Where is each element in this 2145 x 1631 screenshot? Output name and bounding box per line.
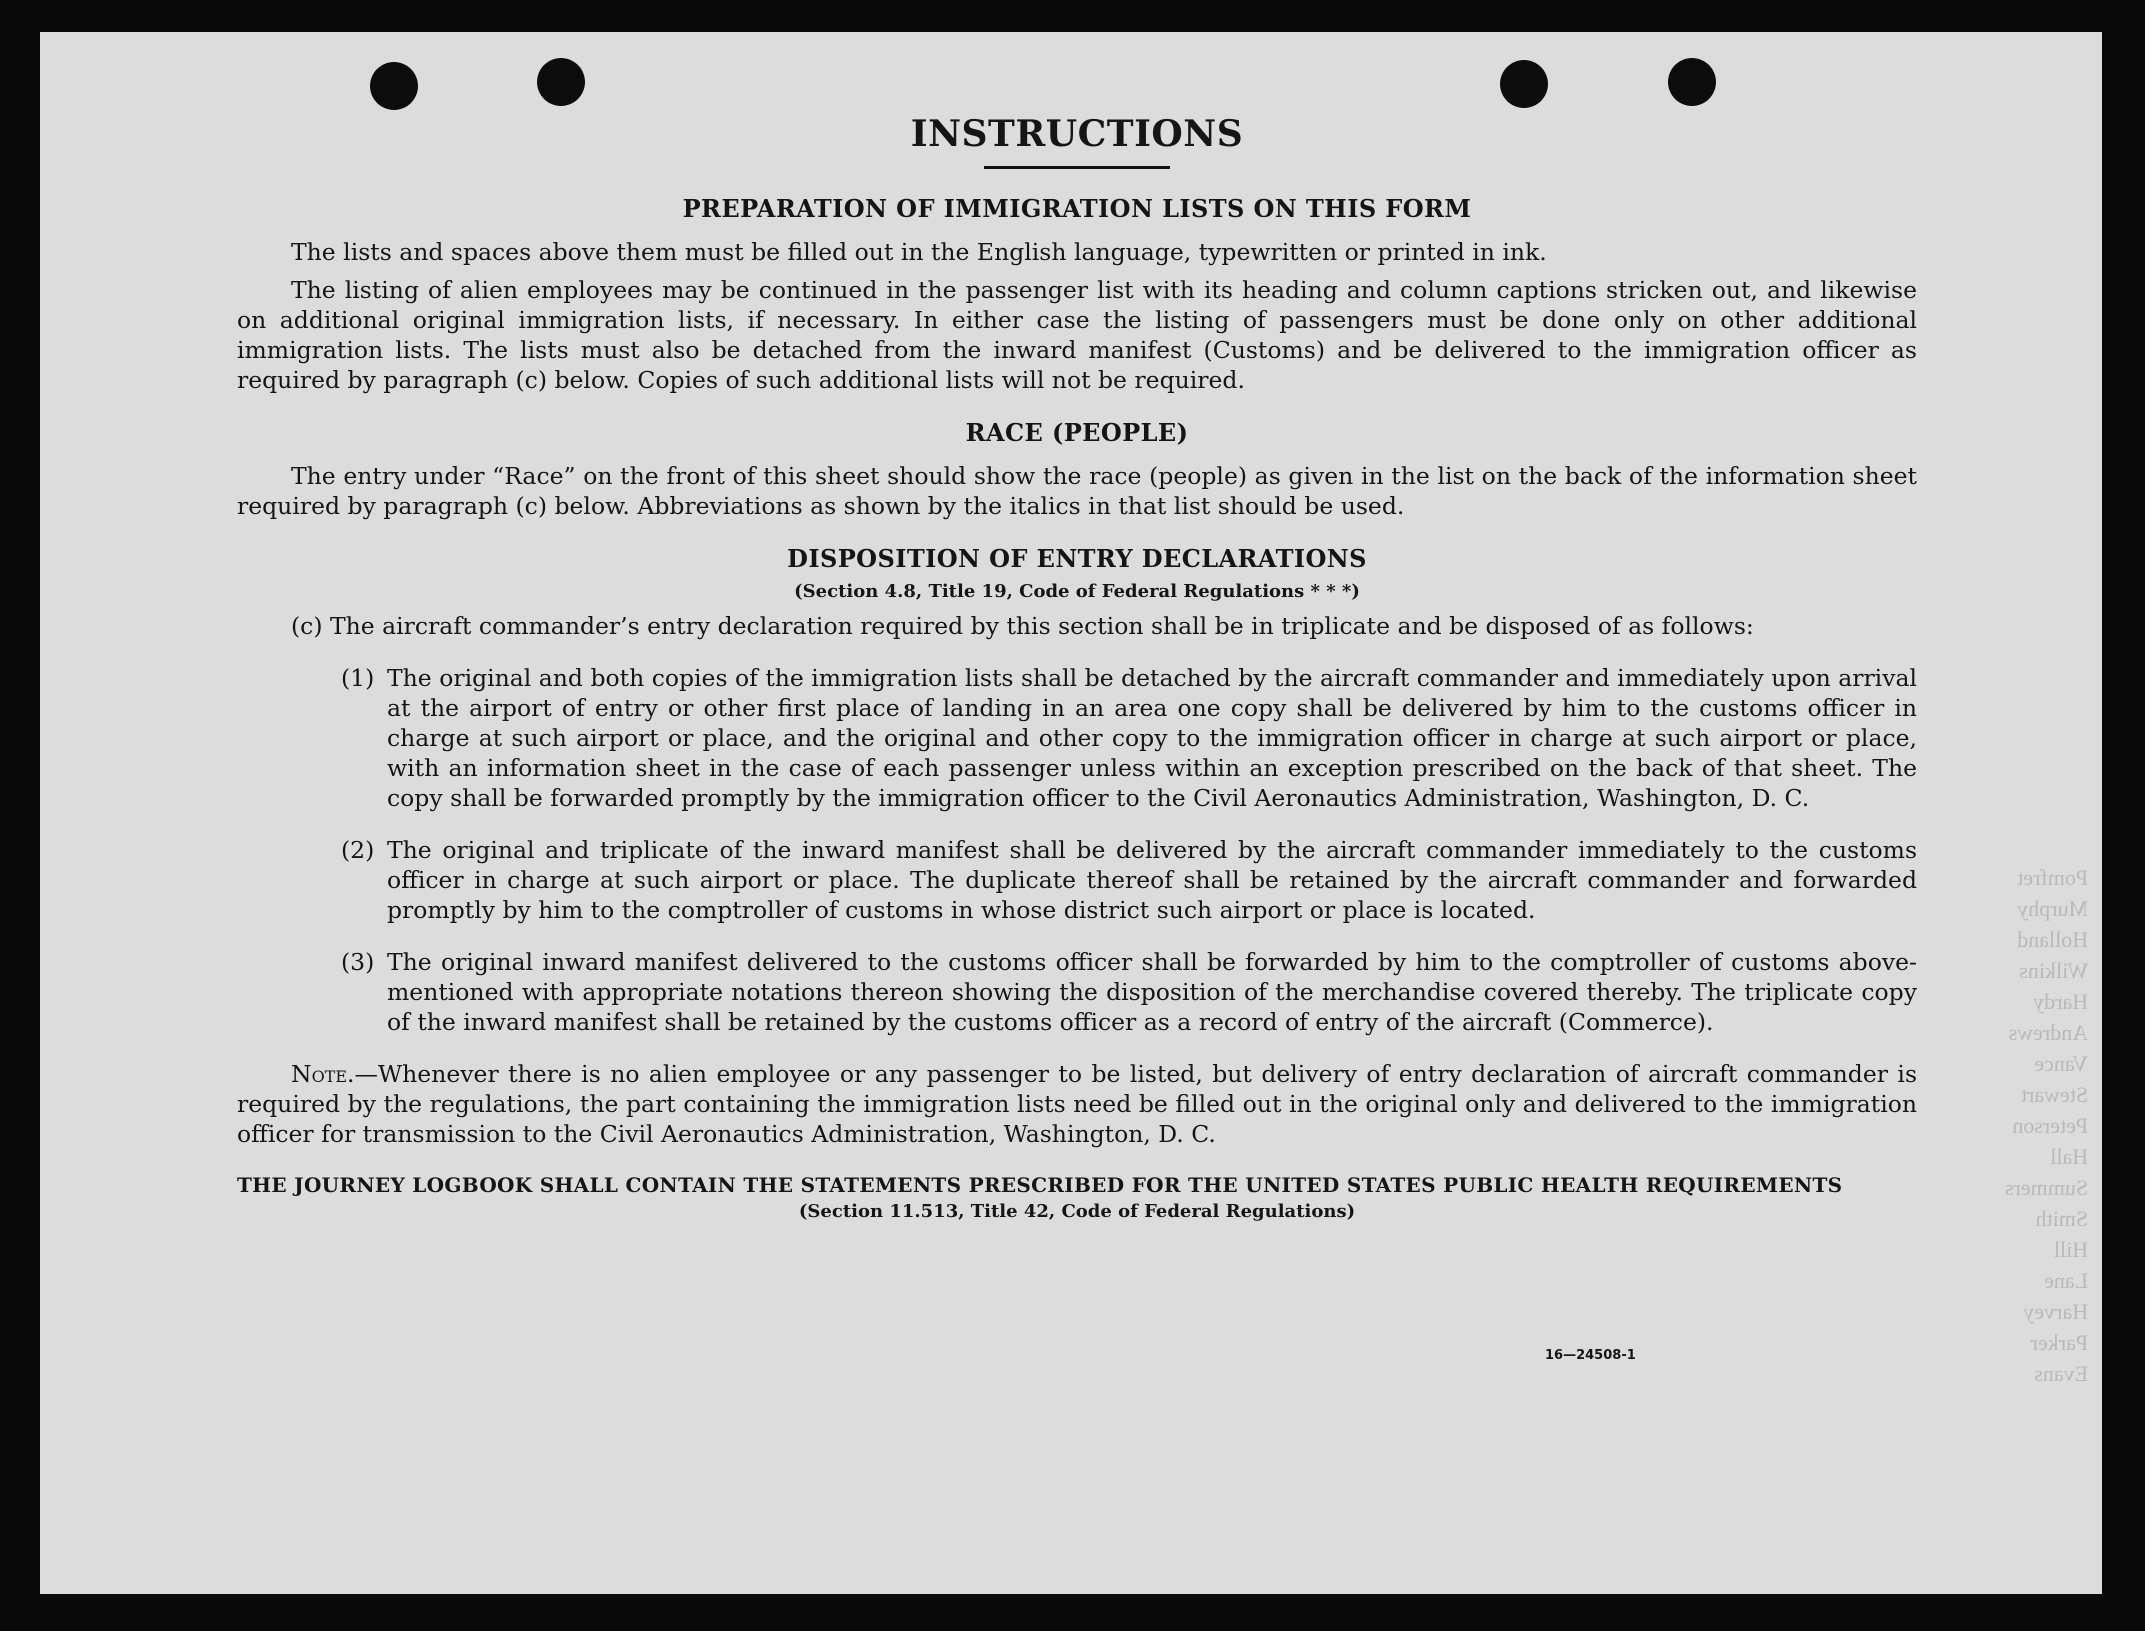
document-sheet xyxy=(40,32,2102,1594)
race-paragraph: The entry under “Race” on the front of this sheet should show the race (people) as given in the list on the back of the information sheet required by paragraph (c) below. Abbreviations as shown by the italics in that list should be used. xyxy=(237,462,1917,520)
item-number: (2) xyxy=(341,836,375,864)
note-text: —Whenever there is no alien employee or any passenger to be listed, but delivery of entry declaration of aircraft commander is required by the regulations, the part containing the immigration lists need be filled out in the original only and delivered to the immigration officer for transmission to the Civil Aeronautics Administration, Washington, D. C. xyxy=(237,1060,1917,1148)
disposition-intro: (c) The aircraft commander’s entry declaration required by this section shall be in triplicate and be disposed of as follows: xyxy=(291,612,1754,640)
page-title: INSTRUCTIONS xyxy=(910,113,1244,155)
title-underline xyxy=(984,166,1170,169)
note-label: Note. xyxy=(291,1060,355,1088)
item-number: (3) xyxy=(341,948,375,976)
form-number: 16—24508-1 xyxy=(1545,1348,1636,1363)
disposition-item-1 xyxy=(341,663,1917,813)
disposition-citation: (Section 4.8, Title 19, Code of Federal Regulations * * *) xyxy=(794,581,1360,602)
item-number: (1) xyxy=(341,664,375,692)
preparation-paragraph-1: The lists and spaces above them must be filled out in the English language, typewritten or printed in ink. xyxy=(291,238,1547,266)
item-text: The original inward manifest delivered to the customs officer shall be forwarded by him to the comptroller of customs above-mentioned with appropriate notations thereon showing the disposition of the merchandise covered thereby. The triplicate copy of the inward manifest shall be retained by the customs officer as a record of entry of the aircraft (Commerce). xyxy=(387,948,1917,1036)
punch-hole-right-1 xyxy=(1500,60,1548,108)
logbook-statement: THE JOURNEY LOGBOOK SHALL CONTAIN THE STATEMENTS PRESCRIBED FOR THE UNITED STATES PUBLIC HEALTH REQUIREMENTS xyxy=(237,1173,1843,1197)
disposition-item-2 xyxy=(341,835,1917,925)
note-paragraph xyxy=(237,1059,1917,1149)
disposition-heading: DISPOSITION OF ENTRY DECLARATIONS xyxy=(787,544,1367,573)
instructions-body xyxy=(237,112,1917,1231)
race-heading: RACE (PEOPLE) xyxy=(965,418,1189,447)
logbook-citation: (Section 11.513, Title 42, Code of Federal Regulations) xyxy=(798,1201,1356,1222)
disposition-item-3 xyxy=(341,947,1917,1037)
item-text: The original and triplicate of the inward manifest shall be delivered by the aircraft commander immediately to the customs officer in charge at such airport or place. The duplicate thereof shall be retained by the aircraft commander and forwarded promptly by him to the comptroller of customs in whose district such airport or place is located. xyxy=(387,836,1917,924)
preparation-heading: PREPARATION OF IMMIGRATION LISTS ON THIS FORM xyxy=(682,194,1472,223)
punch-hole-left-2 xyxy=(537,58,585,106)
punch-hole-right-2 xyxy=(1668,58,1716,106)
punch-hole-left-1 xyxy=(370,62,418,110)
preparation-paragraph-2: The listing of alien employees may be continued in the passenger list with its heading and column captions stricken out, and likewise on additional original immigration lists, if necessary. In either case the listing of passengers must be done only on other additional immigration lists. The lists must also be detached from the inward manifest (Customs) and be delivered to the immigration officer as required by paragraph (c) below. Copies of such additional lists will not be required. xyxy=(237,276,1917,394)
item-text: The original and both copies of the immigration lists shall be detached by the aircraft commander and immediately upon arrival at the airport of entry or other first place of landing in an area one copy shall be delivered by him to the customs officer in charge at such airport or place, and the original and other copy to the immigration officer in charge at such airport or place, with an information sheet in the case of each passenger unless within an exception prescribed on the back of that sheet. The copy shall be forwarded promptly by the immigration officer to the Civil Aeronautics Administration, Washington, D. C. xyxy=(387,664,1917,812)
bleed-through-names: Pomfret Murphy Holland Wilkins Hardy Andrews Vance Stewart Peterson Hall Summers Smith Hill Lane Harvey Parker Evans xyxy=(2005,865,2089,1386)
